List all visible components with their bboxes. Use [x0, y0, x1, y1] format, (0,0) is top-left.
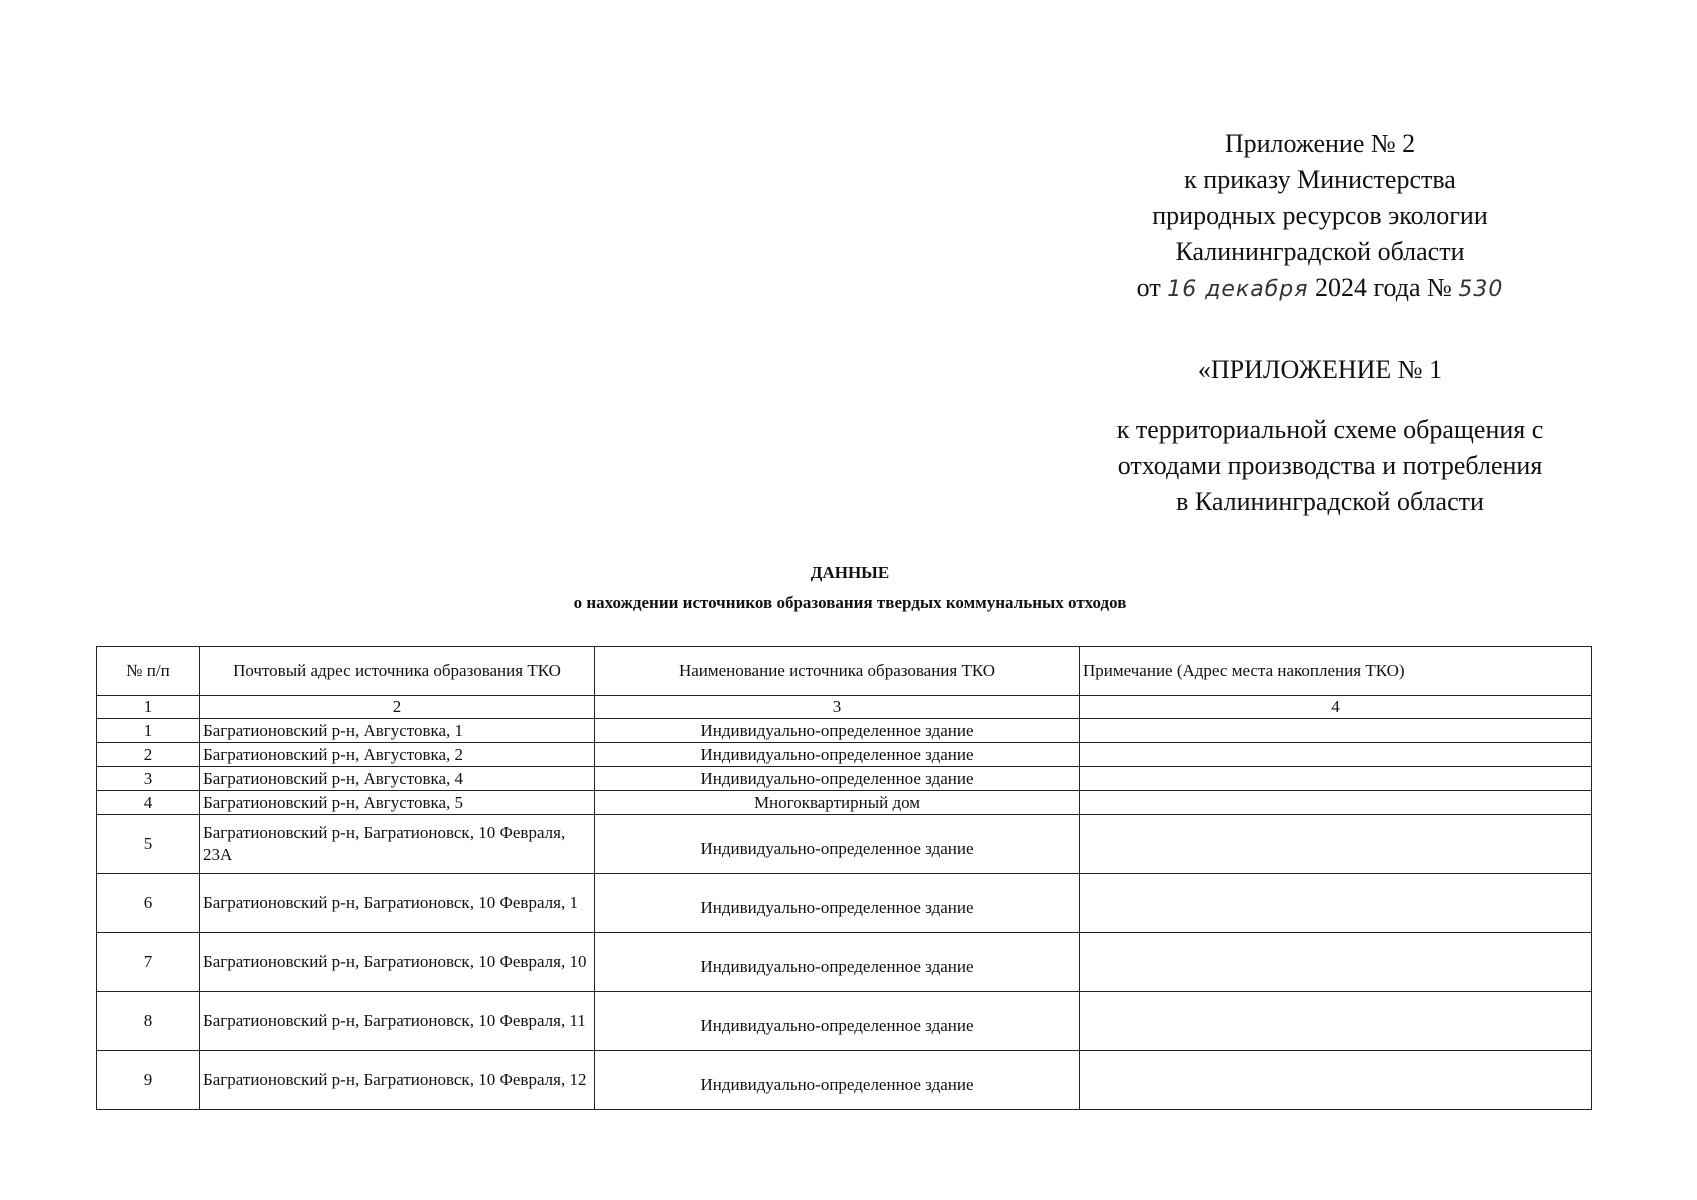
- row-name: Индивидуально-определенное здание: [595, 874, 1080, 933]
- row-note: [1080, 992, 1592, 1051]
- row-num: 8: [97, 992, 200, 1051]
- row-name: Индивидуально-определенное здание: [595, 1051, 1080, 1110]
- table-row: [97, 767, 1592, 791]
- row-note: [1080, 874, 1592, 933]
- row-address: Багратионовский р-н, Багратионовск, 10 Февраля, 23А: [200, 815, 595, 874]
- column-index: 1: [97, 696, 200, 719]
- table-row: [97, 874, 1592, 933]
- header-name: Наименование источника образования ТКО: [595, 647, 1080, 696]
- row-num: 7: [97, 933, 200, 992]
- scheme-line-3: в Калининградской области: [1176, 487, 1484, 516]
- row-address: Багратионовский р-н, Багратионовск, 10 Февраля, 11: [200, 992, 595, 1051]
- table-row: [97, 933, 1592, 992]
- column-index-row: [97, 696, 1592, 719]
- row-address: Багратионовский р-н, Августовка, 1: [200, 719, 595, 743]
- scheme-line-1: к территориальной схеме обращения с: [1116, 415, 1544, 444]
- row-address: Багратионовский р-н, Багратионовск, 10 Февраля, 10: [200, 933, 595, 992]
- table-row: [97, 815, 1592, 874]
- header-address: Почтовый адрес источника образования ТКО: [200, 647, 595, 696]
- row-name: Индивидуально-определенное здание: [595, 815, 1080, 874]
- row-note: [1080, 1051, 1592, 1110]
- row-name: Индивидуально-определенное здание: [595, 719, 1080, 743]
- row-note: [1080, 791, 1592, 815]
- column-index: 3: [595, 696, 1080, 719]
- row-name: Индивидуально-определенное здание: [595, 767, 1080, 791]
- row-address: Багратионовский р-н, Августовка, 4: [200, 767, 595, 791]
- header-note: Примечание (Адрес места накопления ТКО): [1080, 647, 1592, 696]
- row-address: Багратионовский р-н, Багратионовск, 10 Февраля, 12: [200, 1051, 595, 1110]
- row-num: 3: [97, 767, 200, 791]
- date-year: 2024 года №: [1314, 273, 1452, 302]
- order-annex-header: [1040, 126, 1600, 308]
- row-address: Багратионовский р-н, Августовка, 2: [200, 743, 595, 767]
- document-title: ДАННЫЕ: [810, 563, 890, 582]
- row-address: Багратионовский р-н, Багратионовск, 10 Февраля, 1: [200, 874, 595, 933]
- column-index: 4: [1080, 696, 1592, 719]
- row-num: 9: [97, 1051, 200, 1110]
- column-index: 2: [200, 696, 595, 719]
- order-date-line: [1040, 270, 1600, 308]
- territorial-scheme-reference: [1070, 412, 1590, 520]
- row-note: [1080, 815, 1592, 874]
- table-row: [97, 743, 1592, 767]
- table-row: [97, 1051, 1592, 1110]
- order-reference-line: к приказу Министерства: [1184, 165, 1456, 194]
- row-num: 6: [97, 874, 200, 933]
- row-num: 1: [97, 719, 200, 743]
- row-note: [1080, 767, 1592, 791]
- annex-1-title: «ПРИЛОЖЕНИЕ № 1: [1197, 355, 1443, 384]
- document-subtitle: о нахождении источников образования твердых коммунальных отходов: [573, 593, 1127, 612]
- handwritten-date: 16 декабря: [1167, 277, 1309, 302]
- scheme-line-2: отходами производства и потребления: [1117, 451, 1543, 480]
- document-title-block: [300, 558, 1400, 618]
- row-note: [1080, 719, 1592, 743]
- annex-number-line: Приложение № 2: [1224, 129, 1416, 158]
- row-name: Индивидуально-определенное здание: [595, 933, 1080, 992]
- row-address: Багратионовский р-н, Августовка, 5: [200, 791, 595, 815]
- ministry-line: природных ресурсов экологии: [1152, 201, 1488, 230]
- waste-sources-table: [96, 646, 1592, 1110]
- table-row: [97, 992, 1592, 1051]
- row-num: 2: [97, 743, 200, 767]
- row-note: [1080, 743, 1592, 767]
- row-num: 4: [97, 791, 200, 815]
- table-row: [97, 719, 1592, 743]
- row-note: [1080, 933, 1592, 992]
- row-num: 5: [97, 815, 200, 874]
- row-name: Индивидуально-определенное здание: [595, 992, 1080, 1051]
- table-header-row: [97, 647, 1592, 696]
- row-name: Многоквартирный дом: [595, 791, 1080, 815]
- table-row: [97, 791, 1592, 815]
- row-name: Индивидуально-определенное здание: [595, 743, 1080, 767]
- handwritten-order-number: 530: [1458, 277, 1504, 302]
- date-prefix: от: [1136, 273, 1161, 302]
- header-num: № п/п: [97, 647, 200, 696]
- region-line: Калининградской области: [1175, 237, 1465, 266]
